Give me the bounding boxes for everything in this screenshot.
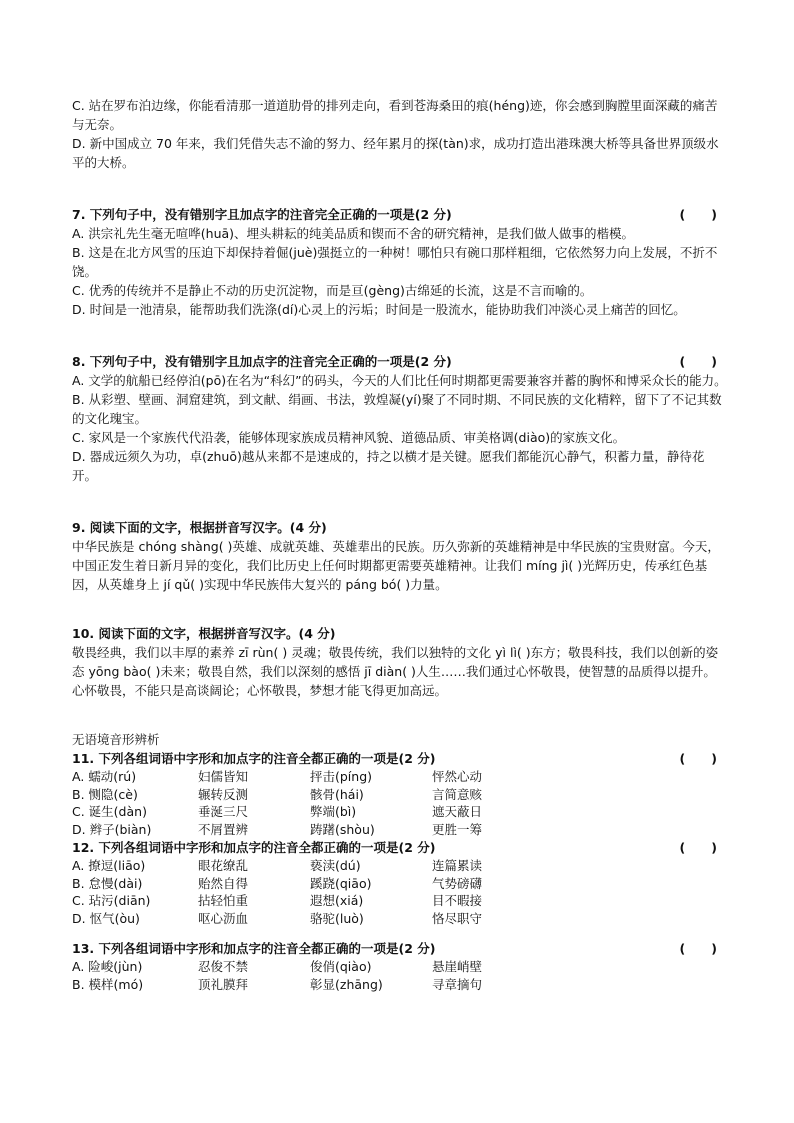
q12-title-row xyxy=(72,838,727,857)
q10-passage: 敬畏经典，我们以丰厚的素养 zī rùn( ) 灵魂；敬畏传统，我们以独特的文化 yì lì( )东方；敬畏科技，我们以创新的姿态 yōng bào( )未来；敬畏自然，我们以深刻的感悟 jī diàn( )人生……我们通过心怀敬畏，使智慧的品质得以提升。心怀敬畏，不能只是高谈阔论；心怀敬畏，梦想才能飞得更加高远。 xyxy=(72,645,719,698)
option-word: B. 怠慢(dài) xyxy=(72,875,143,891)
q12-option-row xyxy=(72,892,727,910)
option-word: 眼花缭乱 xyxy=(198,858,249,873)
q8-option-d: D. 器成远须久为功，卓(zhuō)越从来都不是速成的，持之以横才是关键。愿我们都能沉心静气，积蓄力量，静待花开。 xyxy=(72,449,705,483)
q11-title: 11. 下列各组词语中字形和加点字的注音全都正确的一项是(2 分) xyxy=(72,751,436,766)
option-word: 言简意赅 xyxy=(432,786,483,802)
q12-option-row xyxy=(72,875,727,893)
option-word: A. 撩逗(liāo) xyxy=(72,858,146,873)
option-word: 连篇累读 xyxy=(432,858,483,873)
option-word: 拈轻怕重 xyxy=(198,893,249,908)
option-word: 骆驼(luò) xyxy=(310,910,364,926)
q7-title: 7. 下列句子中，没有错别字且加点字的注音完全正确的一项是(2 分) xyxy=(72,207,452,222)
q6-option-d: D. 新中国成立 70 年来，我们凭借失志不渝的努力、经年累月的探(tàn)求，成功打造出港珠澳大桥等具备世界顶级水平的大桥。 xyxy=(72,136,719,170)
option-word: 遐想(xiá) xyxy=(310,893,364,908)
option-word: D. 辫子(biàn) xyxy=(72,821,152,837)
option-word: 呕心沥血 xyxy=(198,910,249,926)
option-word: 抨击(píng) xyxy=(310,769,373,784)
option-word: 弊端(bì) xyxy=(310,804,357,819)
q8-title-row xyxy=(72,352,727,371)
option-word: 骸骨(hái) xyxy=(310,786,364,802)
q11-option-row xyxy=(72,803,727,821)
option-word: D. 怄气(òu) xyxy=(72,910,140,926)
option-word: 辗转反测 xyxy=(198,786,249,802)
q13-answer-bracket: ( ) xyxy=(679,941,717,956)
option-word: 亵渎(dú) xyxy=(310,858,361,873)
section-label: 无语境音形辨析 xyxy=(72,732,160,747)
option-word: A. 险峻(jùn) xyxy=(72,959,143,974)
option-word: 气势磅礴 xyxy=(432,875,483,891)
option-word: 遮天蔽日 xyxy=(432,804,483,819)
q10-title-row xyxy=(72,624,727,643)
option-word: C. 诞生(dàn) xyxy=(72,804,147,819)
q12-option-row xyxy=(72,857,727,875)
q6-option-c: C. 站在罗布泊边缘，你能看清那一道道肋骨的排列走向，看到苍海桑田的痕(héng)迹，你会感到胸膛里面深藏的痛苦与无奈。 xyxy=(72,98,718,132)
option-word: B. 恻隐(cè) xyxy=(72,786,138,802)
option-word: 不屑置辨 xyxy=(198,821,249,837)
q13-option-row xyxy=(72,958,727,976)
q8-answer-bracket: ( ) xyxy=(679,354,717,369)
q8-option-c: C. 家风是一个家族代代沿袭，能够体现家族成员精神风貌、道德品质、审美格调(diào)的家族文化。 xyxy=(72,430,626,445)
q13-option-row xyxy=(72,976,727,994)
q10-title: 10. 阅读下面的文字，根据拼音写汉字。(4 分) xyxy=(72,626,336,641)
q13-title-row xyxy=(72,939,727,958)
q12-title: 12. 下列各组词语中字形和加点字的注音全都正确的一项是(2 分) xyxy=(72,840,436,855)
q11-title-row xyxy=(72,749,727,768)
option-word: 寻章摘句 xyxy=(432,976,483,992)
option-word: 贻然自得 xyxy=(198,875,249,891)
option-word: C. 玷污(diān) xyxy=(72,893,151,908)
option-word: 忍俊不禁 xyxy=(198,959,249,974)
q11-option-row xyxy=(72,821,727,839)
option-word: B. 模样(mó) xyxy=(72,976,144,992)
option-word: 悬崖峭壁 xyxy=(432,959,483,974)
q8-title: 8. 下列句子中，没有错别字且加点字的注音完全正确的一项是(2 分) xyxy=(72,354,452,369)
option-word: 顶礼膜拜 xyxy=(198,976,249,992)
option-word: 踌躇(shòu) xyxy=(310,821,375,837)
q9-title: 9. 阅读下面的文字，根据拼音写汉字。(4 分) xyxy=(72,520,327,535)
q11-answer-bracket: ( ) xyxy=(679,751,717,766)
q11-option-row xyxy=(72,786,727,804)
q11-option-row xyxy=(72,768,727,786)
option-word: 彰显(zhāng) xyxy=(310,976,383,992)
q12-answer-bracket: ( ) xyxy=(679,840,717,855)
q7-option-c: C. 优秀的传统并不是静止不动的历史沉淀物，而是亘(gèng)古绵延的长流，这是不言而喻的。 xyxy=(72,283,593,298)
document-page xyxy=(72,96,727,993)
option-word: 目不暇接 xyxy=(432,893,483,908)
option-word: 垂涎三尺 xyxy=(198,804,249,819)
option-word: A. 蠕动(rú) xyxy=(72,769,137,784)
option-word: 俊俏(qiào) xyxy=(310,959,372,974)
q8-option-a: A. 文学的航船已经停泊(pō)在名为“科幻”的码头，今天的人们比任何时期都更需要兼容并蓄的胸怀和博采众长的能力。 xyxy=(72,373,727,388)
option-word: 怦然心动 xyxy=(432,769,483,784)
q7-title-row xyxy=(72,205,727,224)
option-word: 更胜一筹 xyxy=(432,821,483,837)
option-word: 恪尽职守 xyxy=(432,910,483,926)
q7-option-a: A. 洪宗礼先生毫无喧哗(huā)、埋头耕耘的纯美品质和锲而不舍的研究精神，是我们做人做事的楷模。 xyxy=(72,226,635,241)
q8-option-b: B. 从彩塑、壁画、洞窟建筑，到文献、绢画、书法，敦煌凝(yí)聚了不同时期、不同民族的文化精粹，留下了不记其数的文化瑰宝。 xyxy=(72,392,722,426)
q7-option-d: D. 时间是一池清泉，能帮助我们洗涤(dí)心灵上的污垢；时间是一股流水，能协助我们冲淡心灵上痛苦的回忆。 xyxy=(72,302,686,317)
q12-option-row xyxy=(72,910,727,928)
q7-answer-bracket: ( ) xyxy=(679,207,717,222)
q13-title: 13. 下列各组词语中字形和加点字的注音全都正确的一项是(2 分) xyxy=(72,941,436,956)
q9-passage: 中华民族是 chóng shàng( )英雄、成就英雄、英雄辈出的民族。历久弥新的英雄精神是中华民族的宝贵财富。今天，中国正发生着日新月异的变化，我们比历史上任何时期都更需要英雄精神。让我们 míng jì( )光辉历史，传承红色基因，从英雄身上 jí qǔ( )实现中华民族伟大复兴的 páng bó( )力量。 xyxy=(72,539,720,592)
option-word: 蹊跷(qiāo) xyxy=(310,875,372,891)
q7-option-b: B. 这是在北方风雪的压迫下却保持着倔(juè)强挺立的一种树！哪怕只有碗口那样粗细，它依然努力向上发展，不折不饶。 xyxy=(72,245,718,279)
option-word: 妇儒皆知 xyxy=(198,769,249,784)
q9-title-row xyxy=(72,518,727,537)
